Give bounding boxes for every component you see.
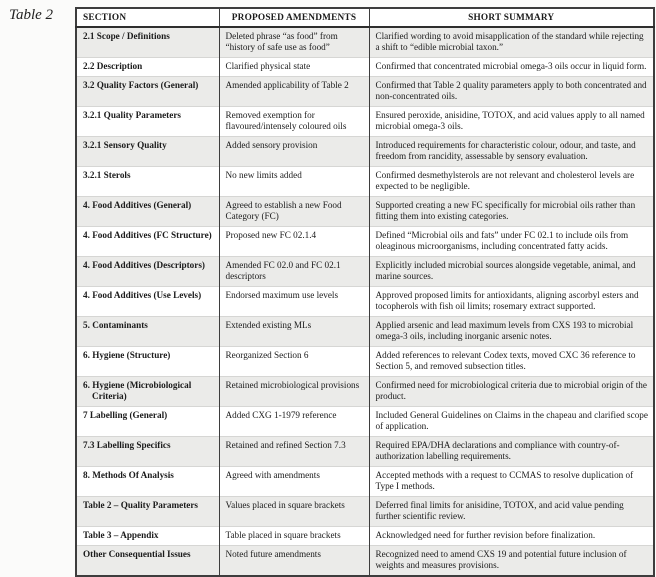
table-row	[76, 407, 654, 437]
section-label: 4. Food Additives (Descriptors)	[83, 260, 205, 270]
table-row	[76, 257, 654, 287]
amendment-cell: Retained and refined Section 7.3	[219, 437, 369, 467]
table-caption: Table 2	[9, 7, 54, 23]
header-row	[76, 8, 654, 27]
section-cell	[76, 347, 219, 377]
section-cell	[76, 437, 219, 467]
table-row	[76, 317, 654, 347]
table-row	[76, 27, 654, 58]
section-cell	[76, 527, 219, 546]
section-cell	[76, 77, 219, 107]
section-label: 4. Food Additives (Use Levels)	[83, 290, 202, 300]
table-header	[76, 8, 654, 27]
amendment-cell: Endorsed maximum use levels	[219, 287, 369, 317]
amendment-cell: Values placed in square brackets	[219, 497, 369, 527]
section-label: 3.2 Quality Factors (General)	[83, 80, 199, 90]
table-row	[76, 287, 654, 317]
amendment-cell: Clarified physical state	[219, 58, 369, 77]
section-cell	[76, 197, 219, 227]
section-label: 3.2.1 Sensory Quality	[83, 140, 167, 150]
section-cell	[76, 377, 219, 407]
header-proposed-amendments: PROPOSED AMENDMENTS	[219, 8, 369, 27]
summary-cell: Supported creating a new FC specifically for microbial oils rather than fitting them into existing categories.	[369, 197, 654, 227]
section-cell	[76, 27, 219, 58]
amendment-cell: Amended applicability of Table 2	[219, 77, 369, 107]
table-row	[76, 107, 654, 137]
table-row	[76, 77, 654, 107]
section-cell	[76, 137, 219, 167]
header-short-summary: SHORT SUMMARY	[369, 8, 654, 27]
table-row	[76, 527, 654, 546]
section-cell	[76, 546, 219, 577]
table-row	[76, 377, 654, 407]
summary-cell: Defined “Microbial oils and fats” under FC 02.1 to include oils from oleaginous microorganisms, including concentrated fatty acids.	[369, 227, 654, 257]
section-label: 4. Food Additives (General)	[83, 200, 192, 210]
amendment-cell: Added sensory provision	[219, 137, 369, 167]
amendments-table	[75, 7, 655, 577]
summary-cell: Introduced requirements for characteristic colour, odour, and taste, and freedom from rancidity, assessable by sensory evaluation.	[369, 137, 654, 167]
section-cell	[76, 317, 219, 347]
amendment-cell: Agreed to establish a new Food Category (FC)	[219, 197, 369, 227]
amendment-cell: Added CXG 1-1979 reference	[219, 407, 369, 437]
amendment-cell: Removed exemption for flavoured/intensely coloured oils	[219, 107, 369, 137]
amendment-cell: Agreed with amendments	[219, 467, 369, 497]
amendment-cell: Deleted phrase “as food” from “history of safe use as food”	[219, 27, 369, 58]
summary-cell: Confirmed need for microbiological criteria due to microbial origin of the product.	[369, 377, 654, 407]
table-row	[76, 467, 654, 497]
table-row	[76, 58, 654, 77]
summary-cell: Included General Guidelines on Claims in the chapeau and clarified scope of application.	[369, 407, 654, 437]
table-row	[76, 167, 654, 197]
section-label: Table 3 – Appendix	[83, 530, 159, 540]
section-label: 7 Labelling (General)	[83, 410, 168, 420]
section-label: 5. Contaminants	[83, 320, 148, 330]
section-label: 2.2 Description	[83, 61, 143, 71]
section-cell	[76, 227, 219, 257]
summary-cell: Recognized need to amend CXS 19 and potential future inclusion of weights and measures provisions.	[369, 546, 654, 577]
section-cell	[76, 497, 219, 527]
summary-cell: Accepted methods with a request to CCMAS to resolve duplication of Type I methods.	[369, 467, 654, 497]
amendment-cell: Extended existing MLs	[219, 317, 369, 347]
table-row	[76, 137, 654, 167]
section-cell	[76, 407, 219, 437]
section-label: Table 2 – Quality Parameters	[83, 500, 198, 510]
section-label: 3.2.1 Sterols	[83, 170, 131, 180]
summary-cell: Acknowledged need for further revision before finalization.	[369, 527, 654, 546]
amendments-table-container	[75, 7, 653, 577]
section-cell	[76, 257, 219, 287]
amendment-cell: Table placed in square brackets	[219, 527, 369, 546]
summary-cell: Explicitly included microbial sources alongside vegetable, animal, and marine sources.	[369, 257, 654, 287]
summary-cell: Approved proposed limits for antioxidants, aligning ascorbyl esters and tocopherols with fish oil limits; rosemary extract supported.	[369, 287, 654, 317]
amendment-cell: Amended FC 02.0 and FC 02.1 descriptors	[219, 257, 369, 287]
summary-cell: Required EPA/DHA declarations and compliance with country-of-authorization labelling requirements.	[369, 437, 654, 467]
section-label: 6. Hygiene (Microbiological Criteria)	[83, 380, 192, 401]
section-cell	[76, 287, 219, 317]
amendment-cell: Retained microbiological provisions	[219, 377, 369, 407]
section-label: Other Consequential Issues	[83, 549, 191, 559]
summary-cell: Confirmed that concentrated microbial omega-3 oils occur in liquid form.	[369, 58, 654, 77]
summary-cell: Added references to relevant Codex texts, moved CXC 36 reference to Section 5, and removed subsection titles.	[369, 347, 654, 377]
section-label: 8. Methods Of Analysis	[83, 470, 174, 480]
section-cell	[76, 58, 219, 77]
section-label: 2.1 Scope / Definitions	[83, 31, 170, 41]
section-label: 4. Food Additives (FC Structure)	[83, 230, 212, 240]
table-row	[76, 347, 654, 377]
summary-cell: Confirmed that Table 2 quality parameters apply to both concentrated and non-concentrated oils.	[369, 77, 654, 107]
amendment-cell: Proposed new FC 02.1.4	[219, 227, 369, 257]
section-label: 3.2.1 Quality Parameters	[83, 110, 181, 120]
table-row	[76, 437, 654, 467]
amendment-cell: No new limits added	[219, 167, 369, 197]
summary-cell: Clarified wording to avoid misapplication of the standard while rejecting a shift to “edible microbial taxon.”	[369, 27, 654, 58]
amendment-cell: Noted future amendments	[219, 546, 369, 577]
section-label: 6. Hygiene (Structure)	[83, 350, 171, 360]
table-row	[76, 227, 654, 257]
table-body	[76, 27, 654, 576]
header-section: SECTION	[76, 8, 219, 27]
summary-cell: Confirmed desmethylsterols are not relevant and cholesterol levels are expected to be negligible.	[369, 167, 654, 197]
table-row	[76, 497, 654, 527]
table-row	[76, 546, 654, 577]
section-cell	[76, 467, 219, 497]
amendment-cell: Reorganized Section 6	[219, 347, 369, 377]
section-cell	[76, 167, 219, 197]
summary-cell: Ensured peroxide, anisidine, TOTOX, and acid values apply to all named microbial omega-3 oils.	[369, 107, 654, 137]
summary-cell: Deferred final limits for anisidine, TOTOX, and acid value pending further scientific review.	[369, 497, 654, 527]
summary-cell: Applied arsenic and lead maximum levels from CXS 193 to microbial omega-3 oils, including inorganic arsenic notes.	[369, 317, 654, 347]
section-cell	[76, 107, 219, 137]
section-label: 7.3 Labelling Specifics	[83, 440, 171, 450]
table-row	[76, 197, 654, 227]
